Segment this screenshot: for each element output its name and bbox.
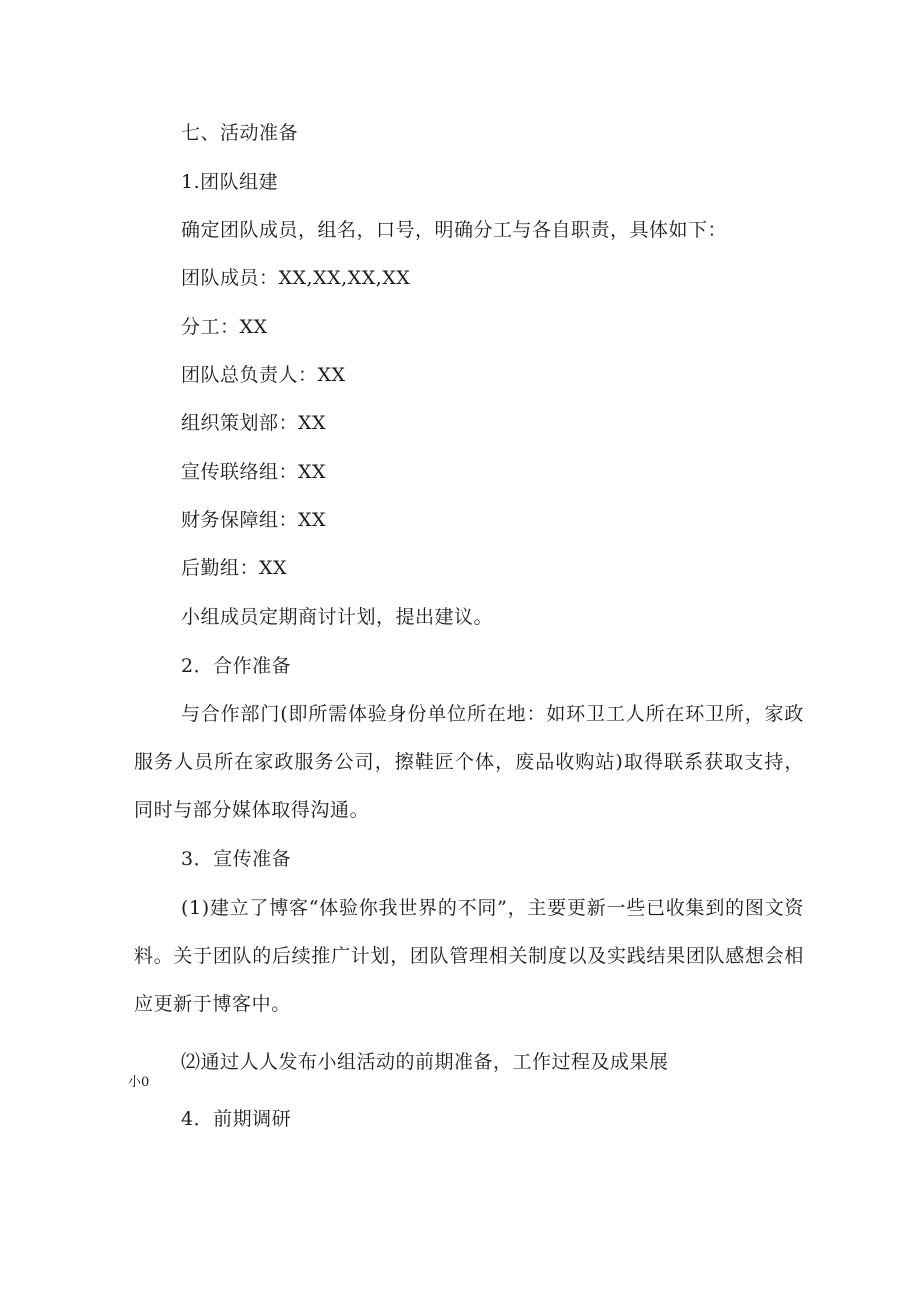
publicity-heading: 3．宣传准备 (181, 848, 292, 870)
team-logistics: 后勤组：XX (181, 557, 288, 579)
team-heading: 1.团队组建 (181, 171, 279, 193)
team-intro: 确定团队成员，组名，口号，明确分工与各自职责，具体如下： (181, 219, 728, 241)
team-finance: 财务保障组：XX (181, 509, 327, 531)
section-title: 七、活动准备 (181, 122, 299, 144)
team-note: 小组成员定期商讨计划，提出建议。 (181, 606, 494, 628)
publicity-item-2-tail: 小0 (128, 1075, 150, 1090)
team-leader: 团队总负责人：XX (181, 364, 346, 386)
publicity-item-2: ⑵通过人人发布小组活动的前期准备，工作过程及成果展 (181, 1051, 669, 1073)
research-heading: 4．前期调研 (181, 1108, 292, 1130)
team-members: 团队成员：XX,XX,XX,XX (181, 267, 411, 289)
team-planning: 组织策划部：XX (181, 412, 327, 434)
publicity-item-1: (1)建立了博客“体验你我世界的不同”，主要更新一些已收集到的图文资料。关于团队的后续推广计划，团队管理相关制度以及实践结果团队感想会相应更新于博客中。 (134, 897, 804, 1015)
cooperation-body: 与合作部门(即所需体验身份单位所在地：如环卫工人所在环卫所，家政服务人员所在家政服务公司，擦鞋匠个体，废品收购站)取得联系获取支持，同时与部分媒体取得沟通。 (134, 703, 804, 821)
cooperation-heading: 2．合作准备 (181, 655, 292, 677)
team-publicity: 宣传联络组：XX (181, 461, 327, 483)
team-division: 分工：XX (181, 316, 268, 338)
